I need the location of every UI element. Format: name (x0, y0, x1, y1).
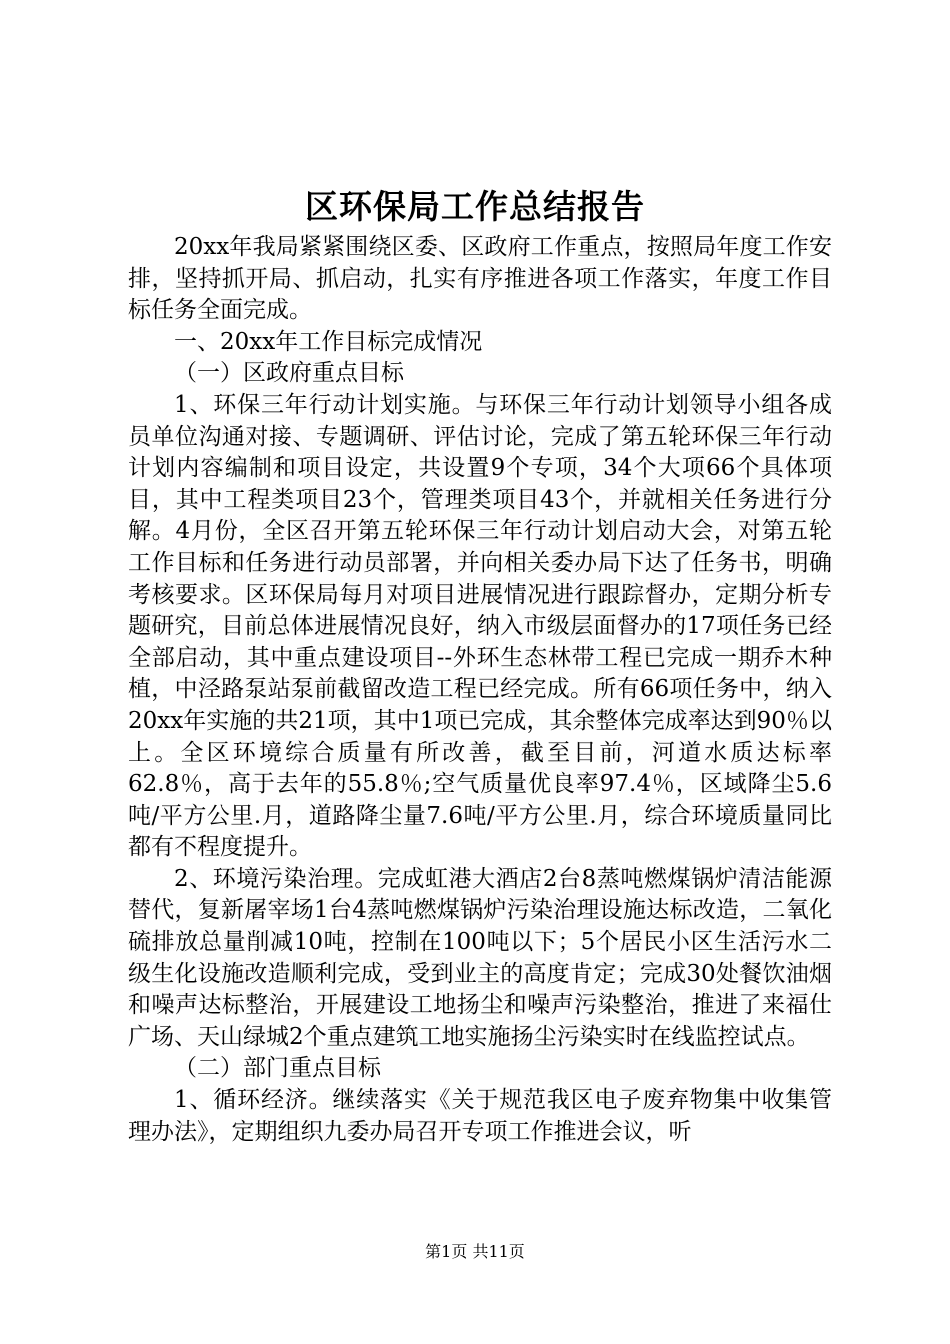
body-paragraph: 1、环保三年行动计划实施。与环保三年行动计划领导小组各成员单位沟通对接、专题调研、评估讨论，完成了第五轮环保三年行动计划内容编制和项目设定，共设置9个专项，34个大项66个具体项目，其中工程类项目23个，管理类项目43个，并就相关任务进行分解。4月份，全区召开第五轮环保三年行动计划启动大会，对第五轮工作目标和任务进行动员部署，并向相关委办局下达了任务书，明确考核要求。区环保局每月对项目进展情况进行跟踪督办，定期分析专题研究，目前总体进展情况良好，纳入市级层面督办的17项任务已经全部启动，其中重点建设项目--外环生态林带工程已完成一期乔木种植，中泾路泵站泵前截留改造工程已经完成。所有66项任务中，纳入20xx年实施的共21项，其中1项已完成，其余整体完成率达到90％以上。全区环境综合质量有所改善，截至目前，河道水质达标率62.8％，高于去年的55.8％;空气质量优良率97.4％，区域降尘5.6吨/平方公里.月，道路降尘量7.6吨/平方公里.月，综合环境质量同比都有不程度提升。 (128, 391, 832, 861)
page-footer: 第1页 共11页 (425, 1242, 525, 1261)
body-paragraph: 2、环境污染治理。完成虹港大酒店2台8蒸吨燃煤锅炉清洁能源替代，复新屠宰场1台4蒸吨燃煤锅炉污染治理设施达标改造，二氧化硫排放总量削减10吨，控制在100吨以下；5个居民小区生活污水二级生化设施改造顺利完成，受到业主的高度肯定；完成30处餐饮油烟和噪声达标整治，开展建设工地扬尘和噪声污染整治，推进了来福仕广场、天山绿城2个重点建筑工地实施扬尘污染实时在线监控试点。 (128, 865, 832, 1050)
document-title: 区环保局工作总结报告 (305, 187, 645, 226)
body-paragraph: 1、循环经济。继续落实《关于规范我区电子废弃物集中收集管理办法》，定期组织九委办局召开专项工作推进会议，听 (128, 1087, 832, 1145)
document-body (128, 232, 832, 1148)
subsection-heading: （一）区政府重点目标 (174, 360, 404, 387)
subsection-heading: （二）部门重点目标 (174, 1055, 381, 1082)
section-heading: 一、20xx年工作目标完成情况 (174, 328, 483, 355)
intro-paragraph: 20xx年我局紧紧围绕区委、区政府工作重点，按照局年度工作安排，坚持抓开局、抓启动，扎实有序推进各项工作落实，年度工作目标任务全面完成。 (128, 234, 832, 324)
